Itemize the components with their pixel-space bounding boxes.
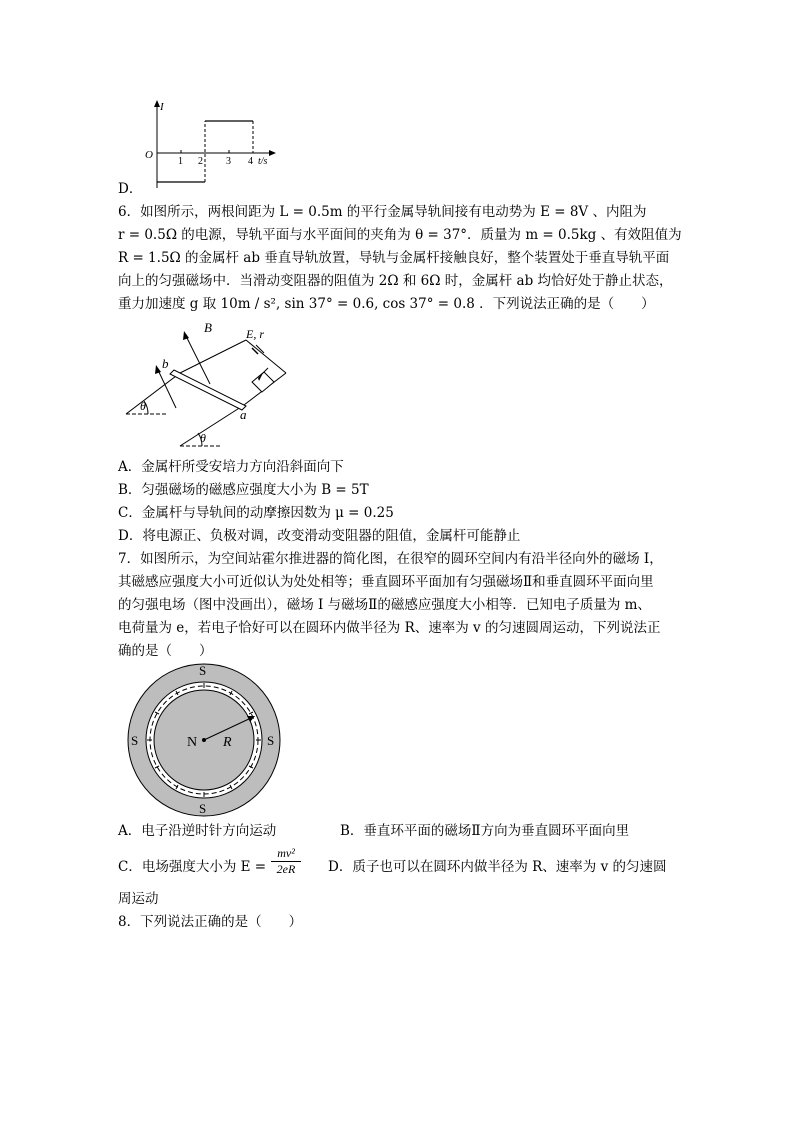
tick-1: 1 xyxy=(178,156,183,167)
q7-stem-line-5: 确的是（ ） xyxy=(118,643,213,659)
q8-stem: 8．下列说法正确的是（ ） xyxy=(118,914,303,930)
q6-option-b: B．匀强磁场的磁感应强度大小为 B = 5T xyxy=(118,482,369,498)
q5-option-d-label: D． xyxy=(118,181,143,197)
fraction-numerator: mv² xyxy=(271,846,301,862)
q7-option-c-fraction xyxy=(271,846,301,877)
q6-stem-line-3: R = 1.5Ω 的金属杆 ab 垂直导轨放置，导轨与金属杆接触良好，整个装置处于垂直导轨平面 xyxy=(118,250,670,266)
tick-4: 4 xyxy=(248,156,253,167)
q6-stem-line-5: 重力加速度 g 取 10m / s², sin 37° = 0.6, cos 37° = 0.8 ．下列说法正确的是（ ） xyxy=(118,296,655,312)
tick-3: 3 xyxy=(226,156,231,167)
q6-stem-line-2: r = 0.5Ω 的电源，导轨平面与水平面间的夹角为 θ = 37°．质量为 m = 0.5kg 、有效阻值为 xyxy=(118,227,682,243)
label-S-right: S xyxy=(267,733,275,748)
x-axis-label: t/s xyxy=(258,156,268,167)
label-S-left: S xyxy=(131,733,139,748)
label-theta-1: θ xyxy=(140,399,146,413)
label-Er: E, r xyxy=(246,327,264,341)
q6-stem-line-4: 向上的匀强磁场中．当滑动变阻器的阻值为 2Ω 和 6Ω 时，金属杆 ab 均恰好处于静止状态， xyxy=(118,273,673,289)
label-N: N xyxy=(187,735,198,750)
label-a: a xyxy=(240,407,247,422)
hall-thruster-diagram xyxy=(123,662,285,818)
label-S-top: S xyxy=(199,663,207,678)
label-S-bottom: S xyxy=(199,801,207,816)
q7-stem-line-4: 电荷量为 e，若电子恰好可以在圆环内做半径为 R、速率为 v 的匀速圆周运动，下列说法正 xyxy=(118,620,661,636)
q6-option-d: D．将电源正、负极对调，改变滑动变阻器的阻值，金属杆可能静止 xyxy=(118,528,521,544)
rail-circuit-diagram xyxy=(118,318,298,450)
q6-option-a: A．金属杆所受安培力方向沿斜面向下 xyxy=(118,459,344,475)
origin-label: O xyxy=(145,149,153,161)
q7-option-c-prefix: C．电场强度大小为 E = xyxy=(118,859,267,875)
q7-stem-line-1: 7．如图所示，为空间站霍尔推进器的简化图，在很窄的圆环空间内有沿半径向外的磁场 I， xyxy=(118,551,663,567)
current-time-graph xyxy=(140,98,290,190)
label-b: b xyxy=(162,356,169,371)
q7-option-b: B．垂直环平面的磁场Ⅱ方向为垂直圆环平面向里 xyxy=(340,823,630,839)
q7-stem-line-2: 其磁感应强度大小可近似认为处处相等；垂直圆环平面加有匀强磁场Ⅱ和垂直圆环平面向里 xyxy=(118,574,654,590)
label-theta-2: θ xyxy=(200,431,206,445)
q6-option-c: C．金属杆与导轨间的动摩擦因数为 μ = 0.25 xyxy=(118,505,394,521)
q7-option-a: A．电子沿逆时针方向运动 xyxy=(118,823,277,839)
label-R: R xyxy=(223,735,232,750)
fraction-denominator: 2eR xyxy=(276,862,296,876)
q6-stem-line-1: 6．如图所示，两根间距为 L = 0.5m 的平行金属导轨间接有电动势为 E = 8V 、内阻为 xyxy=(118,204,647,220)
q7-stem-line-3: 的匀强电场（图中没画出），磁场 I 与磁场Ⅱ的磁感应强度大小相等．已知电子质量为 m、 xyxy=(118,597,651,613)
q7-option-d-line-1: D．质子也可以在圆环内做半径为 R、速率为 v 的匀速圆 xyxy=(328,859,667,875)
q7-option-d-line-2: 周运动 xyxy=(118,891,159,907)
y-axis-label: I xyxy=(160,101,164,113)
tick-2: 2 xyxy=(198,156,203,167)
label-B: B xyxy=(204,320,212,335)
